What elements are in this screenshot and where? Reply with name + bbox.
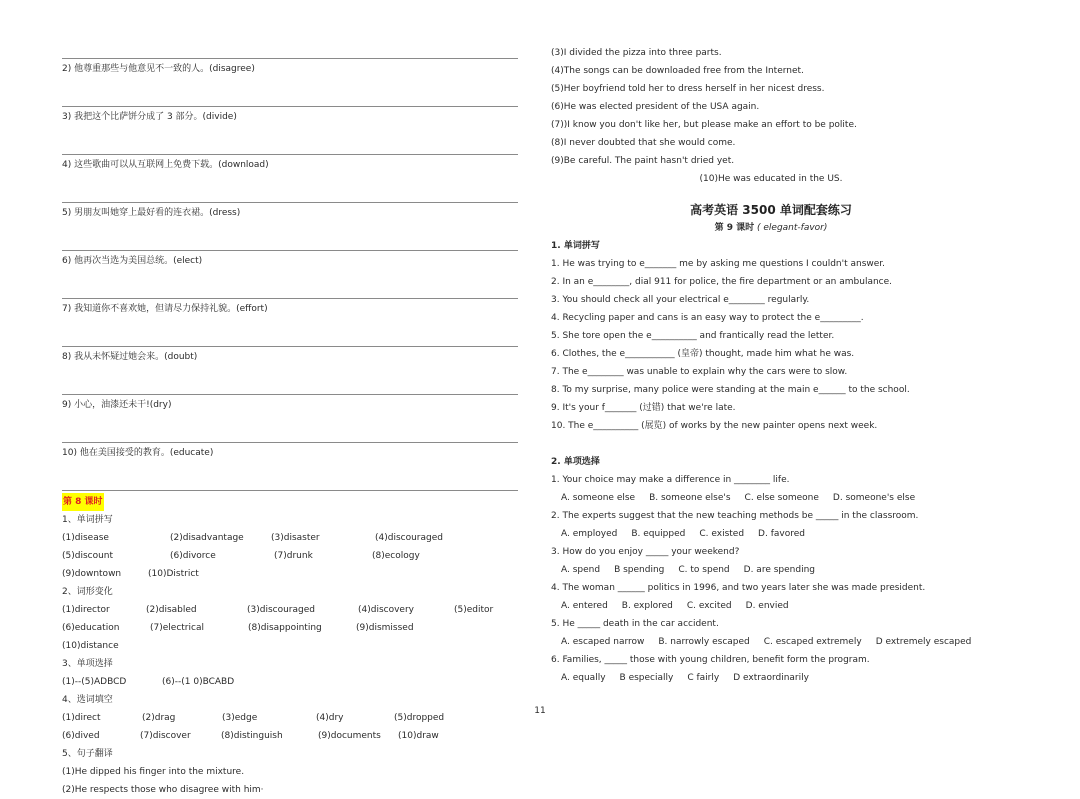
exercise-item: 5. She tore open the e__________ and frantically read the letter. — [551, 331, 835, 341]
answer-line-text: (1)He dipped his finger into the mixture. — [62, 767, 245, 777]
translation-item: 5) 男朋友叫她穿上最好看的连衣裙。(dress) — [62, 202, 518, 238]
question: 6. Families, _____ those with young children, benefit form the program. — [551, 655, 870, 665]
answer-row: (1)disease (2)disadvantage (3)disaster (4)discouraged — [62, 533, 443, 543]
question: 1. Your choice may make a difference in ________ life. — [551, 475, 790, 485]
exercise-item: 10. The e__________ (展览) of works by the new painter opens next week. — [551, 421, 878, 431]
answer-row: (9)downtown (10)District — [62, 569, 199, 579]
question: 2. The experts suggest that the new teaching methods be _____ in the classroom. — [551, 511, 919, 521]
section-title: 4、选词填空 — [62, 695, 113, 705]
choice-section — [551, 453, 991, 687]
question: 3. How do you enjoy _____ your weekend? — [551, 547, 740, 557]
translation-item: 4) 这些歌曲可以从互联网上免费下载。(download) — [62, 154, 518, 190]
question: 4. The woman ______ politics in 1996, and two years later she was made president. — [551, 583, 926, 593]
section-title: 1. 单词拼写 — [551, 241, 600, 251]
translation-item: 7) 我知道你不喜欢她，但请尽力保持礼貌。(effort) — [62, 298, 518, 334]
exercise-item: 4. Recycling paper and cans is an easy way to protect the e_________. — [551, 313, 864, 323]
options-row: A. entered B. explored C. excited D. envied — [561, 601, 789, 611]
answer-row: (10)distance — [62, 641, 119, 651]
translation-item: 2) 他尊重那些与他意见不一致的人。(disagree) — [62, 58, 518, 94]
answer-row: (6)education (7)electrical (8)disappointing (9)dismissed — [62, 623, 414, 633]
options-row: A. escaped narrow B. narrowly escaped C. escaped extremely D extremely escaped — [561, 637, 972, 647]
exercise-item: 7. The e________ was unable to explain why the cars were to slow. — [551, 367, 848, 377]
options-row: A. someone else B. someone else's C. else someone D. someone's else — [561, 493, 916, 503]
lesson8-heading: 第 8 课时 — [62, 493, 104, 511]
lesson8-answers — [62, 493, 518, 799]
section-title: 5、句子翻译 — [62, 749, 113, 759]
exercise-item: 2. In an e________, dial 911 for police, the fire department or an ambulance. — [551, 277, 893, 287]
translation-list — [62, 58, 518, 491]
answer-row: (5)discount (6)divorce (7)drunk (8)ecology — [62, 551, 420, 561]
worksheet-title: 高考英语 3500 单词配套练习 — [690, 203, 852, 217]
right-column — [551, 44, 991, 687]
exercise-item: 8. To my surprise, many police were standing at the main e______ to the school. — [551, 385, 910, 395]
translation-item: 3) 我把这个比萨饼分成了 3 部分。(divide) — [62, 106, 518, 142]
section-title: 2、词形变化 — [62, 587, 113, 597]
lesson-subtitle: 第 9 课时 ( elegant-favor) — [714, 223, 828, 233]
answer-row: (6)dived (7)discover (8)distinguish (9)documents (10)draw — [62, 731, 439, 741]
translation-item: 9) 小心，油漆还未干!(dry) — [62, 394, 518, 430]
page-number: 11 — [534, 706, 546, 716]
section-title: 1、单词拼写 — [62, 515, 113, 525]
translation-item: 10) 他在美国接受的教育。(educate) — [62, 442, 518, 478]
exercise-item: 3. You should check all your electrical e________ regularly. — [551, 295, 810, 305]
answer-row: (1)--(5)ADBCD (6)--(1 0)BCABD — [62, 677, 235, 687]
left-column — [62, 46, 518, 799]
spelling-section — [551, 237, 991, 435]
options-row: A. equally B especially C fairly D extraordinarily — [561, 673, 809, 683]
answer-line-text: (2)He respects those who disagree with him· — [62, 785, 264, 795]
section-title: 2. 单项选择 — [551, 457, 600, 467]
answer-row: (1)director (2)disabled (3)discouraged (4)discovery (5)editor — [62, 605, 494, 615]
options-row: A. spend B spending C. to spend D. are spending — [561, 565, 815, 575]
question: 5. He _____ death in the car accident. — [551, 619, 719, 629]
options-row: A. employed B. equipped C. existed D. favored — [561, 529, 805, 539]
exercise-item: 6. Clothes, the e___________ (皇帝) thought, made him what he was. — [551, 349, 855, 359]
translation-answers: (3)I divided the pizza into three parts. (4)The songs can be downloaded free from the Internet. (5)Her boyfriend told her to dress herself in her nicest dress. (6)He was elected president of the USA again. (7))I know you don't like her, but please make an effort to be polite. (8)I never doubted that she would come. (9)Be careful. The paint hasn't dried yet. (10)He was educated in the US. — [551, 48, 857, 184]
translation-item: 6) 他再次当选为美国总统。(elect) — [62, 250, 518, 286]
answer-line — [62, 490, 518, 491]
translation-item: 8) 我从未怀疑过她会来。(doubt) — [62, 346, 518, 382]
exercise-item: 9. It's your f_______ (过错) that we're late. — [551, 403, 736, 413]
exercise-item: 1. He was trying to e_______ me by asking me questions I couldn't answer. — [551, 259, 886, 269]
answer-row: (1)direct (2)drag (3)edge (4)dry (5)dropped — [62, 713, 445, 723]
section-title: 3、单项选择 — [62, 659, 113, 669]
